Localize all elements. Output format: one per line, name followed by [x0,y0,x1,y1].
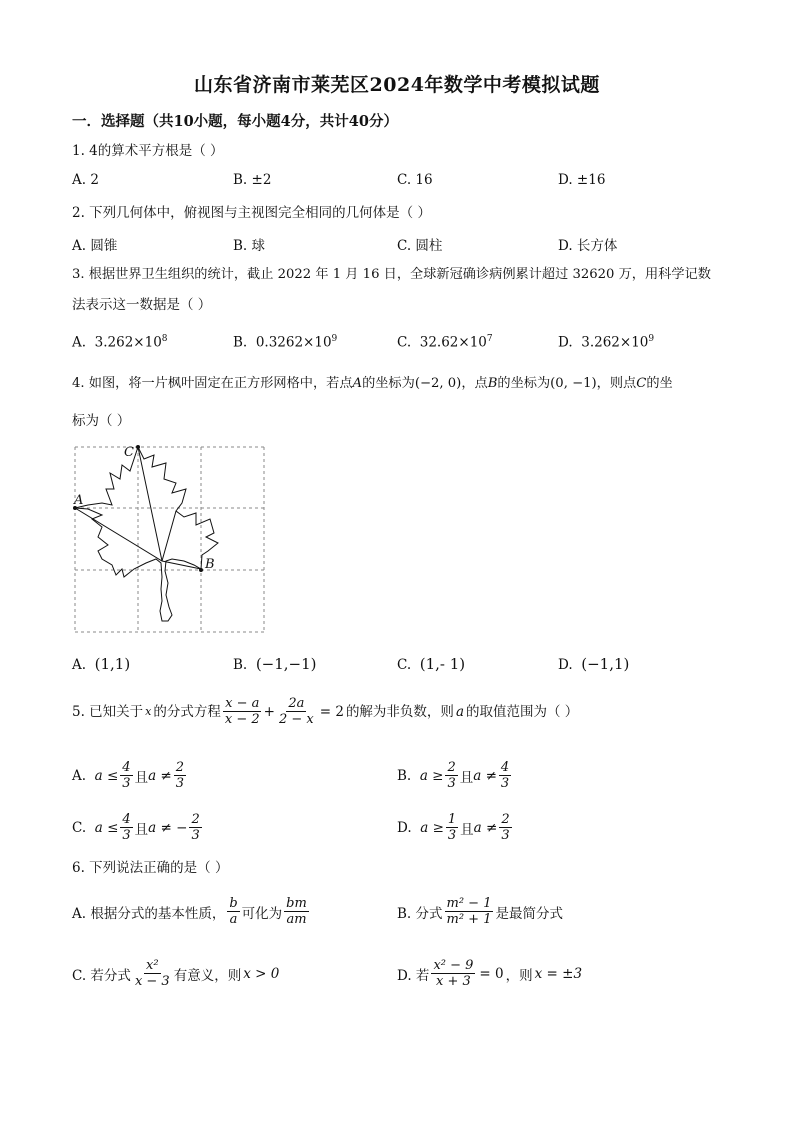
q5-option-d: D. a ≥ $\frac{1}{3}$ 且 a ≠ $\frac{2}{3}$ [397,812,510,843]
var-c: C [636,376,647,391]
figure-label-a: A [74,493,84,508]
var-a: A [352,376,363,391]
option-value: (1,1) [94,655,131,673]
q5-option-c: C. a ≤ $\frac{4}{3}$ 且 a ≠ − $\frac{2}{3}$ [72,812,200,843]
maple-leaf-grid-svg [72,445,268,637]
fraction: $\frac{2a}{2 - x}$ [278,696,314,727]
q2-option-d: D. 长方体 [558,238,618,254]
fraction: $\frac{x - a}{x - 2}$ [224,696,260,727]
q1-option-a: A. 2 [72,172,99,188]
question-3-stem-line1: 3. 根据世界卫生组织的统计，截止 2022 年 1 月 16 日，全球新冠确诊病例累计超过 32620 万，用科学记数 [72,267,711,282]
var-b: B [487,376,498,391]
q6-option-d: D. 若 $\frac{\text{x² − 9}}{x + 3}$ = 0 ，则 x = ±3 [397,958,583,989]
option-value: 3.262×10 [581,334,649,351]
q1-option-d: D. ±16 [558,172,606,188]
coord-b: (0, −1) [550,376,597,391]
question-5-stem: 5. 已知关于 x 的分式方程 $\frac{x - a}{x - 2}$ + $\frac{2a}{2 - x}$ = 2 的解为非负数，则 a 的取值范围为（ ） [72,696,579,727]
option-value: (−1,1) [581,655,630,673]
option-value: (−1,−1) [255,655,317,673]
maple-leaf-outline [75,447,218,621]
option-label: D. [558,334,573,351]
figure-label-c: C [124,445,134,460]
question-2-stem: 2. 下列几何体中，俯视图与主视图完全相同的几何体是（ ） [72,205,431,221]
option-value: 0.3262×10 [255,334,332,351]
option-value: 32.62×10 [419,334,487,351]
q3-option-c [397,334,493,351]
option-label: B. [233,334,248,351]
q3-option-a [72,334,168,351]
question-6-stem: 6. 下列说法正确的是（ ） [72,860,229,876]
q3-option-d [558,334,654,351]
exponent: 7 [486,334,493,344]
q2-option-a: A. 圆锥 [72,238,118,254]
q1-option-b: B. ±2 [233,172,272,188]
option-value: 3.262×10 [94,334,162,351]
q6-option-c: C. 若分式 $\frac{\text{x²}}{x - 3}$ 有意义，则 x > 0 [72,958,280,989]
q4-option-c: C. (1,- 1) [397,655,466,673]
figure-label-b: B [205,557,215,572]
q5-option-b: B. a ≥ $\frac{2}{3}$ 且 a ≠ $\frac{4}{3}$ [397,760,510,791]
q4-option-a: A. (1,1) [72,655,131,673]
dashed-grid [75,447,264,632]
q2-option-c: C. 圆柱 [397,238,443,254]
section-heading: 一．选择题（共10小题，每小题4分，共计40分） [72,113,398,130]
question-4-stem-line2: 标为（ ） [72,413,131,429]
maple-leaf-figure [72,445,268,641]
option-value: (1,- 1) [419,655,466,673]
q4-option-d: D. (−1,1) [558,655,630,673]
q5-option-a: A. a ≤ $\frac{4}{3}$ 且 a ≠ $\frac{2}{3}$ [72,760,185,791]
q6-option-a: A. 根据分式的基本性质， $\frac{b}{a}$ 可化为 $\frac{bm}{am}$ [72,896,307,927]
question-4-stem-line1: 4. 如图，将一片枫叶固定在正方形网格中，若点A的坐标为(−2, 0)，点B的坐标为(0, −1)，则点C的坐 [72,376,673,391]
page-title: 山东省济南市莱芜区2024年数学中考模拟试题 [194,74,600,96]
exponent: 9 [331,334,338,344]
coord-a: (−2, 0) [414,376,462,391]
q4-option-b: B. (−1,−1) [233,655,317,673]
question-3-stem-line2: 法表示这一数据是（ ） [72,297,212,313]
option-label: C. [397,334,412,351]
q3-option-b [233,334,337,351]
q6-option-b: B. 分式 $\frac{\text{m² − 1}}{\text{m² + 1}}$ 是最简分式 [397,896,563,927]
q1-option-c: C. 16 [397,172,433,188]
question-1-stem: 1. 4的算术平方根是（ ） [72,143,224,159]
exponent: 9 [648,334,655,344]
option-label: A. [72,334,87,351]
exponent: 8 [161,334,168,344]
q2-option-b: B. 球 [233,238,266,254]
